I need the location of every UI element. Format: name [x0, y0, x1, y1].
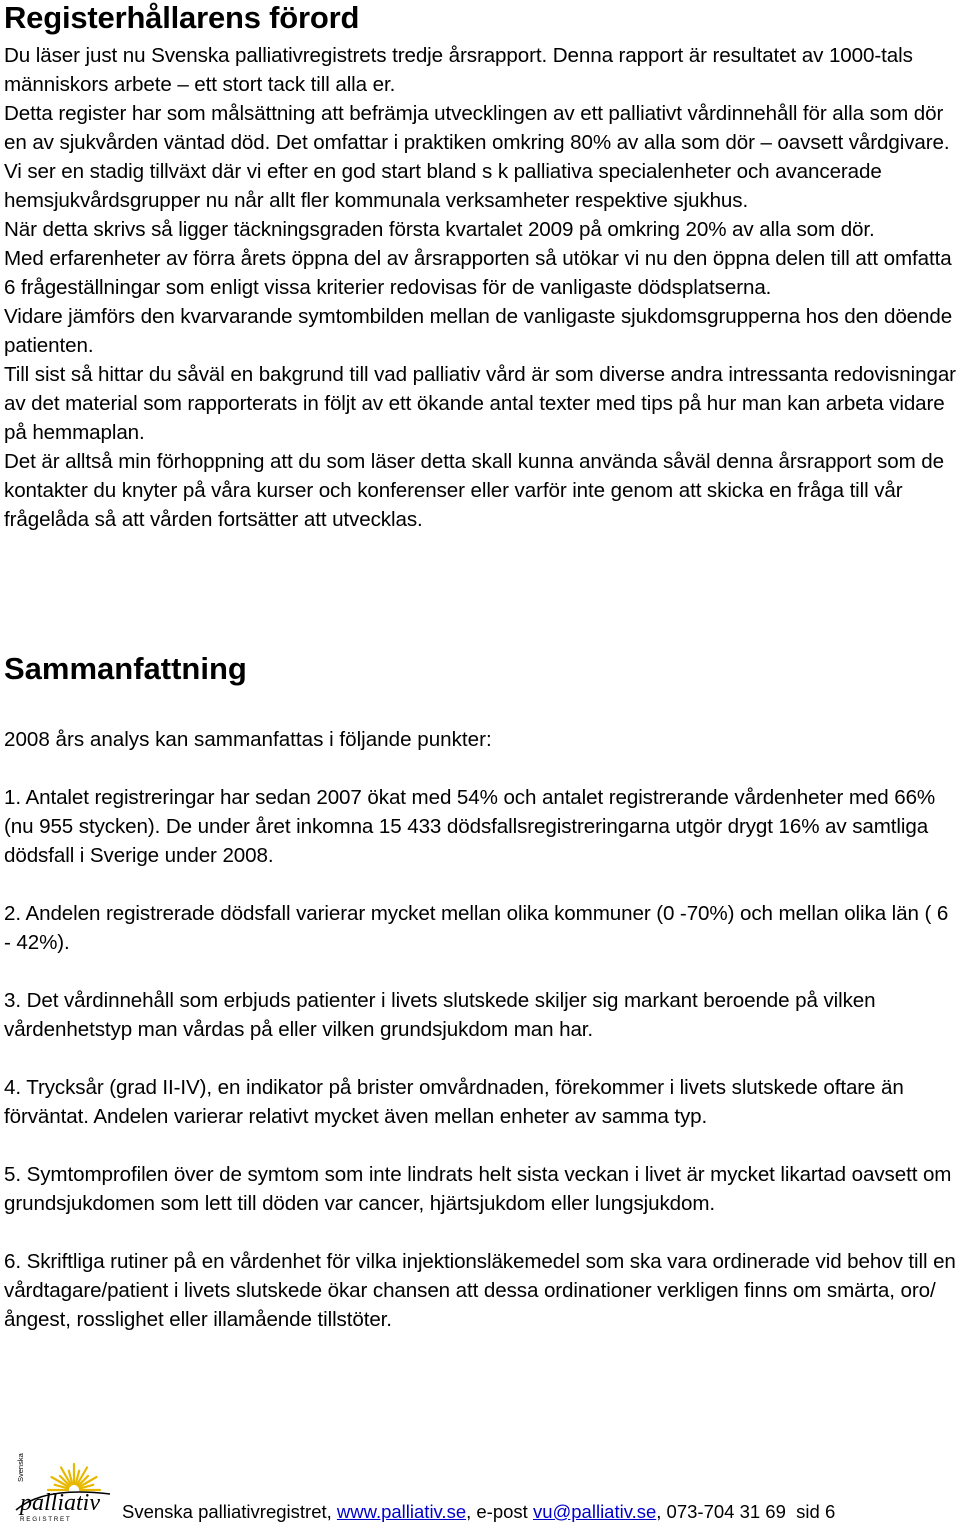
summary-points: [4, 783, 959, 1363]
sun-rays-icon: [48, 1464, 100, 1490]
page-number: sid 6: [785, 1501, 836, 1522]
footer-contact: [122, 1500, 835, 1524]
website-link[interactable]: www.palliativ.se: [336, 1501, 467, 1522]
summary-heading: Sammanfattning: [4, 651, 247, 686]
intro-section: [4, 41, 959, 534]
intro-paragraph: Till sist så hittar du såväl en bakgrund till vad palliativ vård är som diverse andra intressanta redovisningar av det material som rapporterats in följt av ett ökande antal texter med tips på hur man kan arbeta vidare på hemmaplan.: [4, 363, 956, 444]
email-link[interactable]: vu@palliativ.se: [532, 1501, 657, 1522]
footer-email-prefix: , e-post: [466, 1501, 533, 1522]
intro-paragraph: Det är alltså min förhoppning att du som läser detta skall kunna använda såväl denna årsrapport som de kontakter du knyter på våra kurser och konferenser eller varför inte genom att skicka en fråga till vår frågelåda så att vården fortsätter att utvecklas.: [4, 450, 944, 531]
page-footer: [14, 1448, 954, 1528]
intro-paragraph: Vidare jämförs den kvarvarande symtombilden mellan de vanligaste sjukdomsgrupperna hos den döende patienten.: [4, 305, 953, 357]
logo-word: palliativ: [20, 1490, 100, 1516]
intro-paragraph: Du läser just nu Svenska palliativregistrets tredje årsrapport. Denna rapport är resultatet av 1000-tals människors arbete – ett stort tack till alla er.: [4, 44, 913, 96]
palliativ-logo: [14, 1448, 114, 1524]
logo-subtitle: R E G I S T R E T: [20, 1516, 70, 1523]
intro-paragraph: Detta register har som målsättning att befrämja utvecklingen av ett palliativt vårdinnehåll för alla som dör en av sjukvården väntad död. Det omfattar i praktiken omkring 80% av alla som dör – oavsett vårdgivare. Vi ser en stadig tillväxt där vi efter en god start bland s k palliativa specialenheter och avancerade hemsjukvårdsgrupper nu når allt fler kommunala verksamheter respektive sjukhus.: [4, 102, 950, 212]
page-title: Registerhållarens förord: [4, 0, 360, 35]
intro-paragraph: Med erfarenheter av förra årets öppna del av årsrapporten så utökar vi nu den öppna delen till att omfatta 6 frågeställningar som enligt vissa kriterier redovisas för de vanligaste dödsplatserna.: [4, 247, 952, 299]
summary-lead: 2008 års analys kan sammanfattas i följande punkter:: [4, 728, 492, 751]
summary-point: 3. Det vårdinnehåll som erbjuds patienter i livets slutskede skiljer sig markant beroende på vilken vårdenhetstyp man vårdas på eller vilken grundsjukdom man har.: [4, 989, 876, 1041]
intro-paragraph: När detta skrivs så ligger täckningsgraden första kvartalet 2009 på omkring 20% av alla som dör.: [4, 218, 875, 241]
summary-point: 6. Skriftliga rutiner på en vårdenhet för vilka injektionsläkemedel som ska vara ordinerade vid behov till en vårdtagare/patient i livets slutskede ökar chansen att dessa ordinationer verkligen finns om smärta, oro/ångest, rosslighet eller illamående tillstöter.: [4, 1250, 956, 1331]
footer-org: Svenska palliativregistret,: [122, 1501, 337, 1522]
summary-point: 2. Andelen registrerade dödsfall varierar mycket mellan olika kommuner (0 -70%) och mellan olika län ( 6 - 42%).: [4, 902, 949, 954]
logo-vertical-text: Svenska: [16, 1453, 25, 1482]
summary-point: 1. Antalet registreringar har sedan 2007 ökat med 54% och antalet registrerande vårdenheter med 66% (nu 955 stycken). De under året inkomna 15 433 dödsfallsregistreringarna utgör drygt 16% av samtliga dödsfall i Sverige under 2008.: [4, 786, 936, 867]
summary-point: 4. Trycksår (grad II-IV), en indikator på brister omvårdnaden, förekommer i livets slutskede oftare än förväntat. Andelen varierar relativt mycket även mellan enheter av samma typ.: [4, 1076, 904, 1128]
summary-point: 5. Symtomprofilen över de symtom som inte lindrats helt sista veckan i livet är mycket likartad oavsett om grundsjukdomen som lett till döden var cancer, hjärtsjukdom eller lungsjukdom.: [4, 1163, 952, 1215]
footer-phone: , 073-704 31 69: [656, 1501, 786, 1522]
